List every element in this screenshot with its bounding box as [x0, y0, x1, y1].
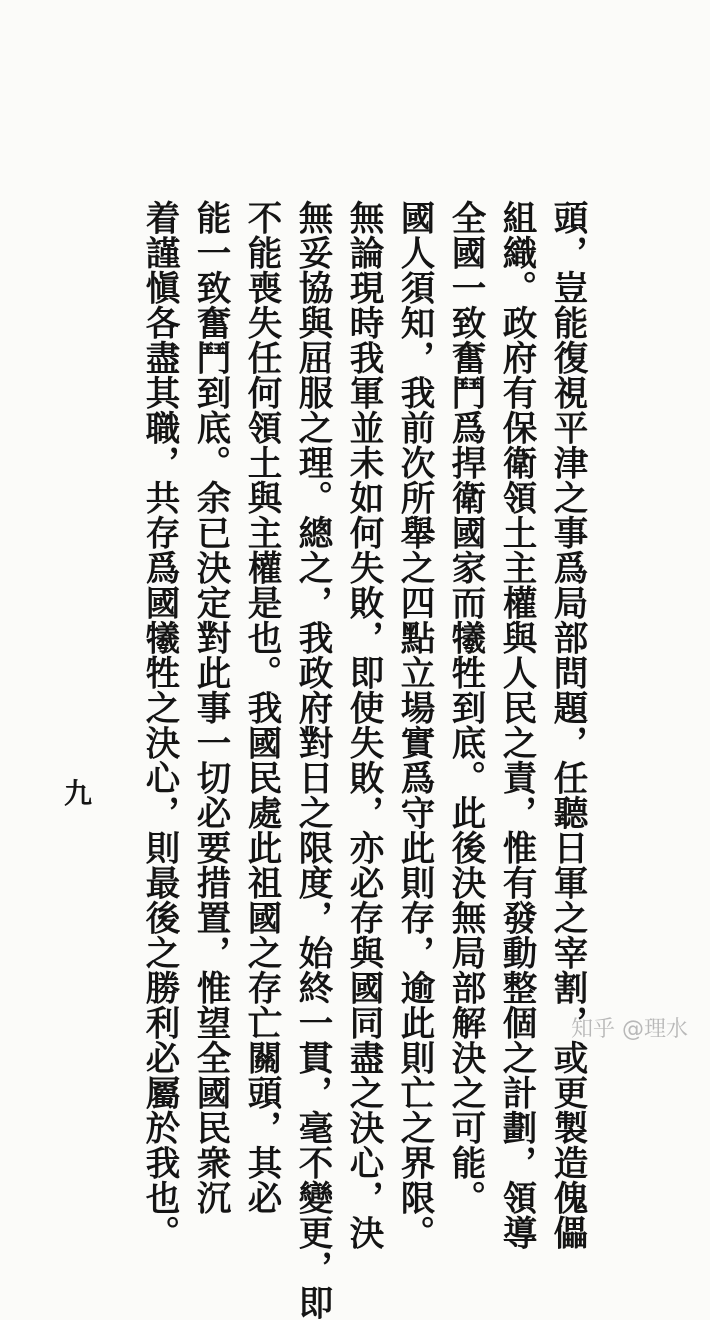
- text-column: 組織。政府有保衛領土主權與人民之責，惟有發動整個之計劃，領導: [496, 200, 536, 1250]
- text-column: 能一致奮鬥到底。余已決定對此事一切必要措置，惟望全國民衆沉: [190, 200, 230, 1215]
- text-column: 不能喪失任何領土與主權是也。我國民處此祖國之存亡關頭，其必: [241, 200, 281, 1215]
- vertical-text-block: [137, 200, 588, 1320]
- page-number: 九: [64, 777, 93, 810]
- text-column: 全國一致奮鬥爲捍衛國家而犧牲到底。此後決無局部解決之可能。: [445, 200, 485, 1215]
- watermark: 知乎 @理水: [571, 1017, 688, 1042]
- text-column: 國人須知，我前次所舉之四點立場實爲守此則存，逾此則亡之界限。: [394, 200, 434, 1250]
- text-column: 着謹愼各盡其職，共存爲國犧牲之決心，則最後之勝利必屬於我也。: [139, 200, 179, 1250]
- text-column: 無論現時我軍並未如何失敗，即使失敗，亦必存與國同盡之決心，決: [343, 200, 383, 1250]
- text-column: 頭，豈能復視平津之事爲局部問題，任聽日軍之宰割，或更製造傀儡: [547, 200, 587, 1250]
- text-column: 無妥協與屈服之理。總之，我政府對日之限度，始終一貫，毫不變更，即: [292, 200, 332, 1320]
